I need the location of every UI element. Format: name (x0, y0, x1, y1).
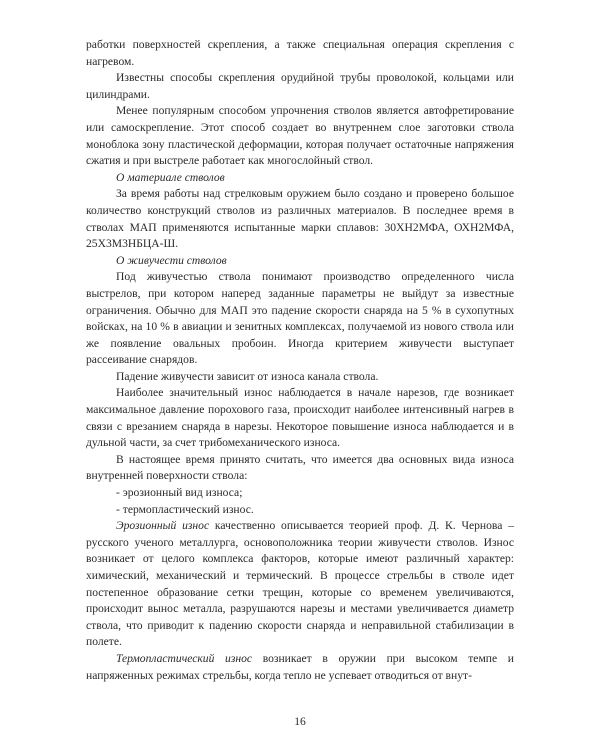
term-thermoplastic-wear: Термопластический износ (116, 651, 253, 665)
erosion-wear-text: качественно описывается теорией проф. Д. К. Чернова – русского ученого металлурга, основоположника теории живучести стволов. Износ возникает от целого комплекса факторов, которые имеют различный характер: химический, механический и термический. В процессе стрельбы в стволе идет постепенное образование сетки трещин, которые со временем увеличиваются, происходит вынос металла, разрушаются нарезы и местами увеличивается диаметр ствола, что приводит к падению скорости снаряда и неправильной стабилизации в полете. (86, 519, 514, 649)
paragraph-reinforcement-methods: Известны способы скрепления орудийной трубы проволокой, кольцами или цилиндрами. (86, 71, 514, 101)
page-number: 16 (294, 715, 306, 728)
document-page (86, 37, 514, 684)
paragraph-erosion-wear (86, 518, 514, 651)
thermoplastic-wear-text: возникает в оружии при высоком темпе и напряженных режимах стрельбы, когда тепло не успевает отводиться от внут- (86, 651, 514, 682)
list-item-erosion: - эрозионный вид износа; (116, 486, 243, 500)
paragraph-autofrettage: Менее популярным способом упрочнения стволов является автофретирование или самоскрепление. Этот способ создает во внутреннем слое заготовки ствола моноблока зону пластической деформации, которая получает остаточные напряжения сжатия и при выстреле работает как многослойный ствол. (86, 104, 514, 168)
paragraph-wear-types: В настоящее время принято считать, что имеется два основных вида износа внутренней поверхности ствола: (86, 452, 514, 483)
section-heading-survivability: О живучести стволов (116, 253, 227, 267)
paragraph-survivability-definition: Под живучестью ствола понимают производство определенного числа выстрелов, при котором наперед заданные параметры не выйдут за известные ограничения. Обычно для МАП это падение скорости снаряда на 5 % в сухопутных войсках, на 10 % в авиации и зенитных комплексах, получаемой из нового ствола или же появление овальных пробоин. Иногда критерием живучести выступает рассеивание снарядов. (86, 270, 514, 367)
list-item-thermoplastic: - термопластический износ. (116, 502, 254, 516)
term-erosion-wear: Эрозионный износ (116, 519, 210, 533)
paragraph-material: За время работы над стрелковым оружием было создано и проверено большое количество конструкций стволов из различных материалов. В последнее время в стволах МАП применяются испытанные марки сплавов: 30ХН2МФА, ОХН2МФА, 25Х3М3НБЦА-Ш. (86, 187, 514, 251)
paragraph-survivability-wear: Падение живучести зависит от износа канала ствола. (116, 369, 379, 383)
paragraph-continuation: работки поверхностей скрепления, а также специальная операция скрепления с нагревом. (86, 38, 514, 68)
section-heading-material: О материале стволов (116, 170, 225, 184)
paragraph-wear-location: Наиболее значительный износ наблюдается в начале нарезов, где возникает максимальное давление порохового газа, происходит наиболее интенсивный нагрев в связи с врезанием снаряда в нарезы. Некоторое повышение износа наблюдается и в дульной части, за счет трибомеханического износа. (86, 386, 514, 450)
paragraph-thermoplastic-wear (86, 651, 514, 684)
